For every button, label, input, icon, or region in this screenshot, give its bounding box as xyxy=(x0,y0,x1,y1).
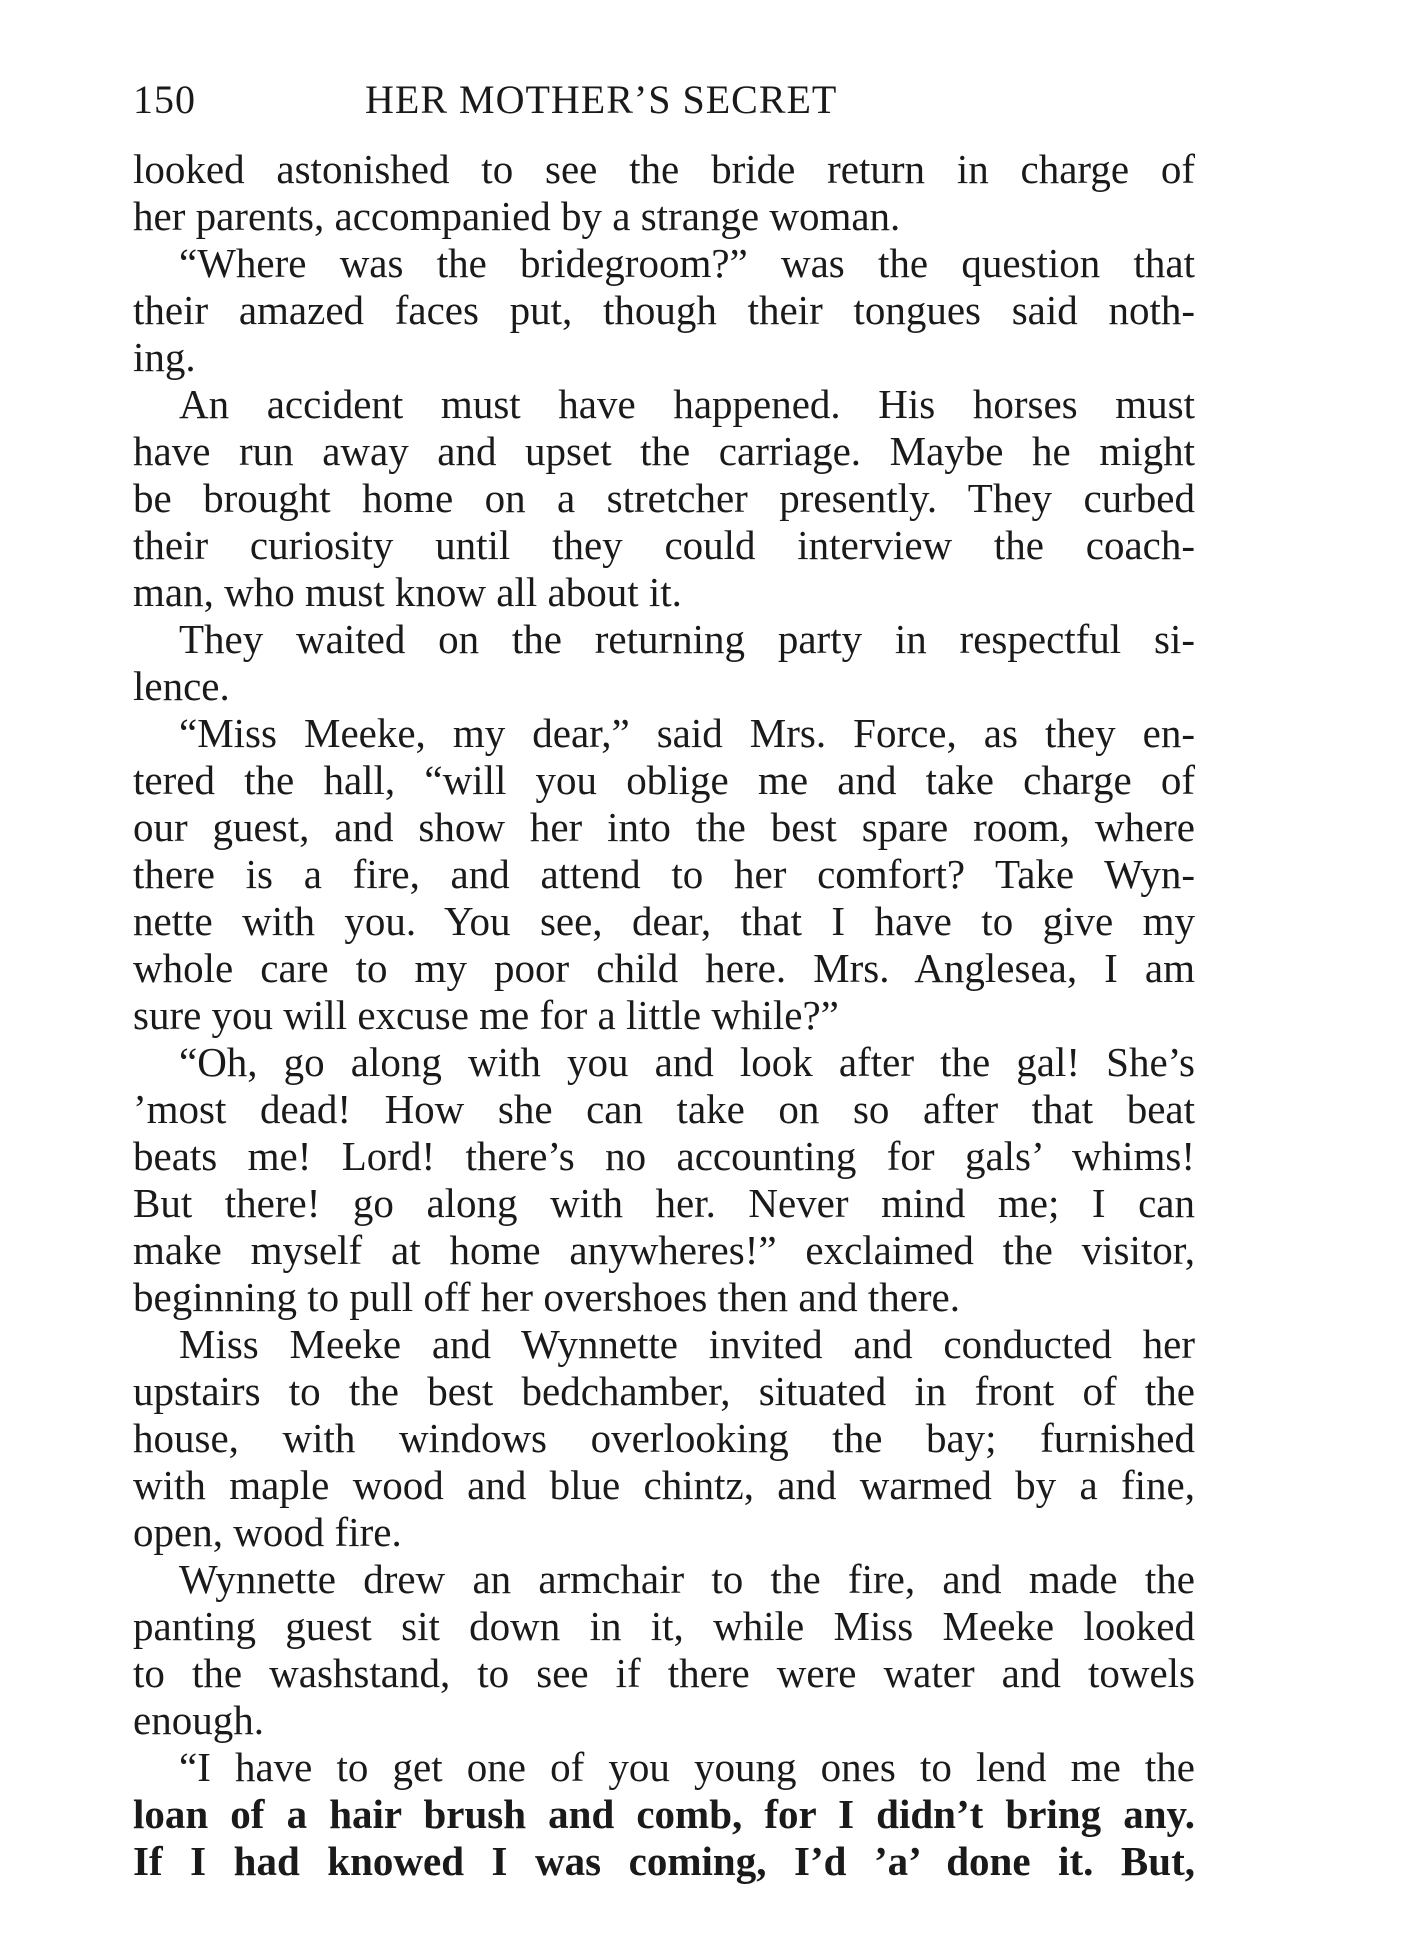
text-line: there is a fire, and attend to her comfort? Take Wyn- xyxy=(133,851,1195,897)
running-title: HER MOTHER’S SECRET xyxy=(365,77,838,122)
page-number: 150 xyxy=(133,77,196,122)
text-line: Miss Meeke and Wynnette invited and conducted her xyxy=(179,1321,1195,1367)
text-line: “Oh, go along with you and look after the gal! She’s xyxy=(179,1039,1195,1085)
text-line: beats me! Lord! there’s no accounting for gals’ whims! xyxy=(133,1133,1195,1179)
text-line: If I had knowed I was coming, I’d ’a’ done it. But, xyxy=(133,1838,1195,1884)
text-line: ing. xyxy=(133,334,196,380)
page-header xyxy=(133,70,1195,130)
text-line: man, who must know all about it. xyxy=(133,569,682,615)
text-line: ’most dead! How she can take on so after that beat xyxy=(133,1086,1195,1132)
text-line: beginning to pull off her overshoes then and there. xyxy=(133,1274,961,1320)
text-line: “Miss Meeke, my dear,” said Mrs. Force, as they en- xyxy=(179,710,1195,756)
text-line: upstairs to the best bedchamber, situated in front of the xyxy=(133,1368,1195,1414)
text-line: sure you will excuse me for a little while?” xyxy=(133,992,839,1038)
text-line: make myself at home anywheres!” exclaimed the visitor, xyxy=(133,1227,1195,1273)
text-line: Wynnette drew an armchair to the fire, and made the xyxy=(179,1556,1195,1602)
text-line: their curiosity until they could interview the coach- xyxy=(133,522,1195,568)
body-text xyxy=(133,146,1195,1885)
text-line: enough. xyxy=(133,1697,264,1743)
book-page xyxy=(133,70,1195,1885)
text-line: have run away and upset the carriage. Maybe he might xyxy=(133,428,1195,474)
text-line: lence. xyxy=(133,663,230,709)
text-line: But there! go along with her. Never mind me; I can xyxy=(133,1180,1195,1226)
text-line: our guest, and show her into the best spare room, where xyxy=(133,804,1195,850)
text-line: nette with you. You see, dear, that I have to give my xyxy=(133,898,1195,944)
text-line: panting guest sit down in it, while Miss Meeke looked xyxy=(133,1603,1195,1649)
text-line: whole care to my poor child here. Mrs. Anglesea, I am xyxy=(133,945,1195,991)
text-line: with maple wood and blue chintz, and warmed by a fine, xyxy=(133,1462,1195,1508)
text-line: open, wood fire. xyxy=(133,1509,402,1555)
text-line: “I have to get one of you young ones to lend me the xyxy=(179,1744,1195,1790)
text-line: her parents, accompanied by a strange woman. xyxy=(133,193,901,239)
text-line: looked astonished to see the bride return in charge of xyxy=(133,146,1195,192)
text-line: “Where was the bridegroom?” was the question that xyxy=(179,240,1195,286)
text-line: loan of a hair brush and comb, for I didn’t bring any. xyxy=(133,1791,1195,1837)
text-line: An accident must have happened. His horses must xyxy=(179,381,1195,427)
text-line: tered the hall, “will you oblige me and take charge of xyxy=(133,757,1195,803)
text-line: house, with windows overlooking the bay; furnished xyxy=(133,1415,1195,1461)
text-line: be brought home on a stretcher presently. They curbed xyxy=(133,475,1195,521)
text-line: their amazed faces put, though their tongues said noth- xyxy=(133,287,1195,333)
text-line: They waited on the returning party in respectful si- xyxy=(179,616,1195,662)
text-line: to the washstand, to see if there were water and towels xyxy=(133,1650,1195,1696)
